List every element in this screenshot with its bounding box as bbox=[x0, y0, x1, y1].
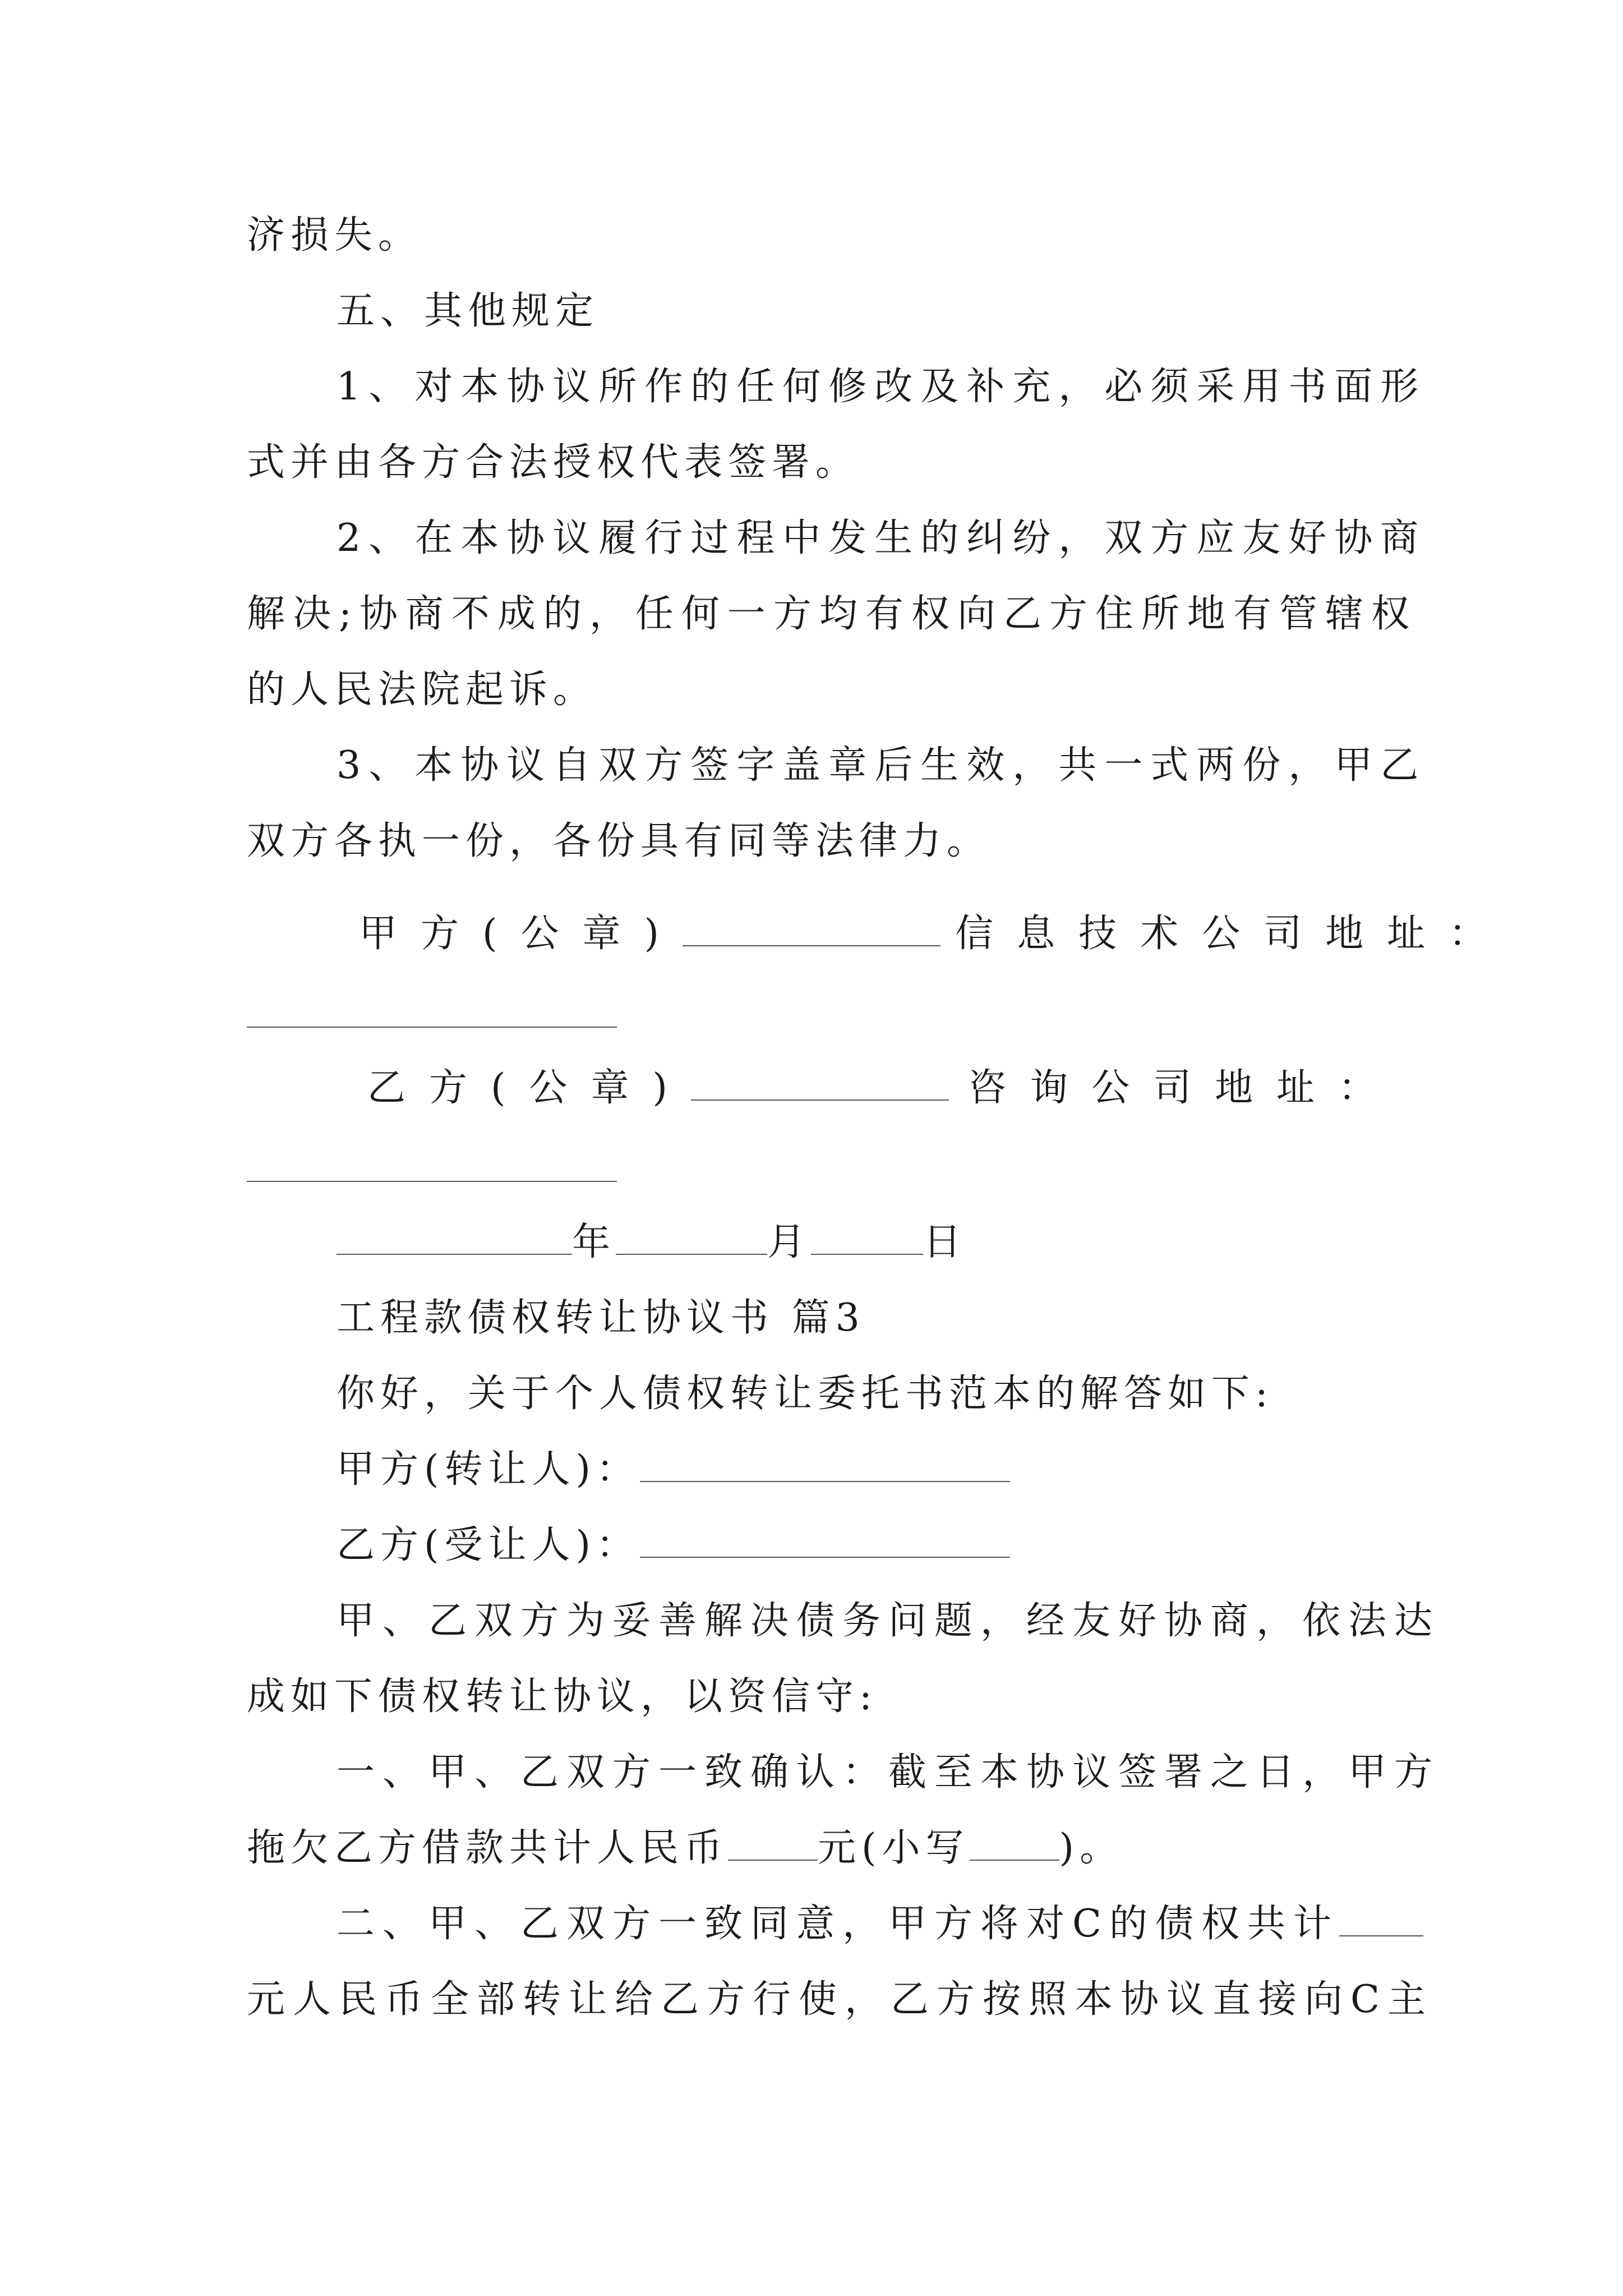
day-blank bbox=[811, 1221, 923, 1255]
text-line: 甲、乙双方为妥善解决债务问题，经友好协商，依法达 bbox=[336, 1599, 1441, 1643]
party-b-label: 乙方(公章) bbox=[367, 1066, 691, 1110]
text-line: 1、对本协议所作的任何修改及补充，必须采用书面形 bbox=[336, 365, 1427, 409]
text-line: 2、在本协议履行过程中发生的纠纷，双方应友好协商 bbox=[336, 516, 1427, 560]
clause-2-line-2: 元人民币全部转让给乙方行使，乙方按照本协议直接向C主 bbox=[247, 1977, 1434, 2022]
transferee-line bbox=[336, 1515, 1623, 1576]
article-title: 工程款债权转让协议书 篇3 bbox=[336, 1296, 865, 1340]
transferee-blank bbox=[640, 1524, 1010, 1558]
text-line: 济损失。 bbox=[247, 213, 422, 257]
transferor-blank bbox=[640, 1448, 1010, 1482]
month-blank bbox=[616, 1221, 767, 1255]
party-b-address-blank bbox=[247, 1181, 617, 1182]
year-blank bbox=[336, 1221, 572, 1255]
text-line: 双方各执一份，各份具有同等法律力。 bbox=[247, 819, 991, 863]
transferee-label: 乙方(受让人)： bbox=[336, 1523, 640, 1567]
party-a-address-blank bbox=[247, 1027, 617, 1028]
month-label: 月 bbox=[767, 1220, 811, 1264]
party-b-signature-line bbox=[367, 1057, 1623, 1119]
clause-1-text: )。 bbox=[1059, 1826, 1124, 1870]
text-line: 解决;协商不成的，任何一方均有权向乙方住所地有管辖权 bbox=[247, 592, 1417, 636]
clause-2-line-1 bbox=[336, 1893, 1623, 1955]
text-line: 你好，关于个人债权转让委托书范本的解答如下: bbox=[336, 1372, 1274, 1416]
party-a-address-label: 信息技术公司地址： bbox=[955, 912, 1511, 956]
party-a-blank bbox=[683, 913, 940, 946]
clause-2-text: 二、甲、乙双方一致同意，甲方将对C的债权共计 bbox=[336, 1902, 1340, 1946]
party-b-address-label: 咨询公司地址： bbox=[968, 1066, 1400, 1110]
party-b-blank bbox=[691, 1067, 949, 1101]
date-line bbox=[336, 1212, 1623, 1273]
text-line: 的人民法院起诉。 bbox=[247, 668, 597, 712]
day-label: 日 bbox=[923, 1220, 967, 1264]
clause-1-line-1: 一、甲、乙双方一致确认：截至本协议签署之日，甲方 bbox=[336, 1750, 1441, 1795]
transferor-line bbox=[336, 1439, 1623, 1501]
text-line: 式并由各方合法授权代表签署。 bbox=[247, 440, 860, 485]
amount-blank bbox=[728, 1827, 818, 1861]
clause-1-line-2 bbox=[247, 1818, 1623, 1879]
year-label: 年 bbox=[572, 1220, 616, 1264]
clause-1-text: 元(小写 bbox=[818, 1826, 970, 1870]
debt-amount-blank bbox=[1339, 1903, 1423, 1936]
party-a-label: 甲方(公章) bbox=[359, 912, 683, 956]
party-a-signature-line bbox=[359, 903, 1623, 965]
section-heading: 五、其他规定 bbox=[336, 289, 600, 333]
text-line: 3、本协议自双方签字盖章后生效，共一式两份，甲乙 bbox=[336, 743, 1427, 788]
clause-1-text: 拖欠乙方借款共计人民币 bbox=[247, 1826, 728, 1870]
amount-lowercase-blank bbox=[970, 1827, 1059, 1861]
text-line: 成如下债权转让协议，以资信守: bbox=[247, 1674, 878, 1719]
transferor-label: 甲方(转让人)： bbox=[336, 1447, 640, 1492]
